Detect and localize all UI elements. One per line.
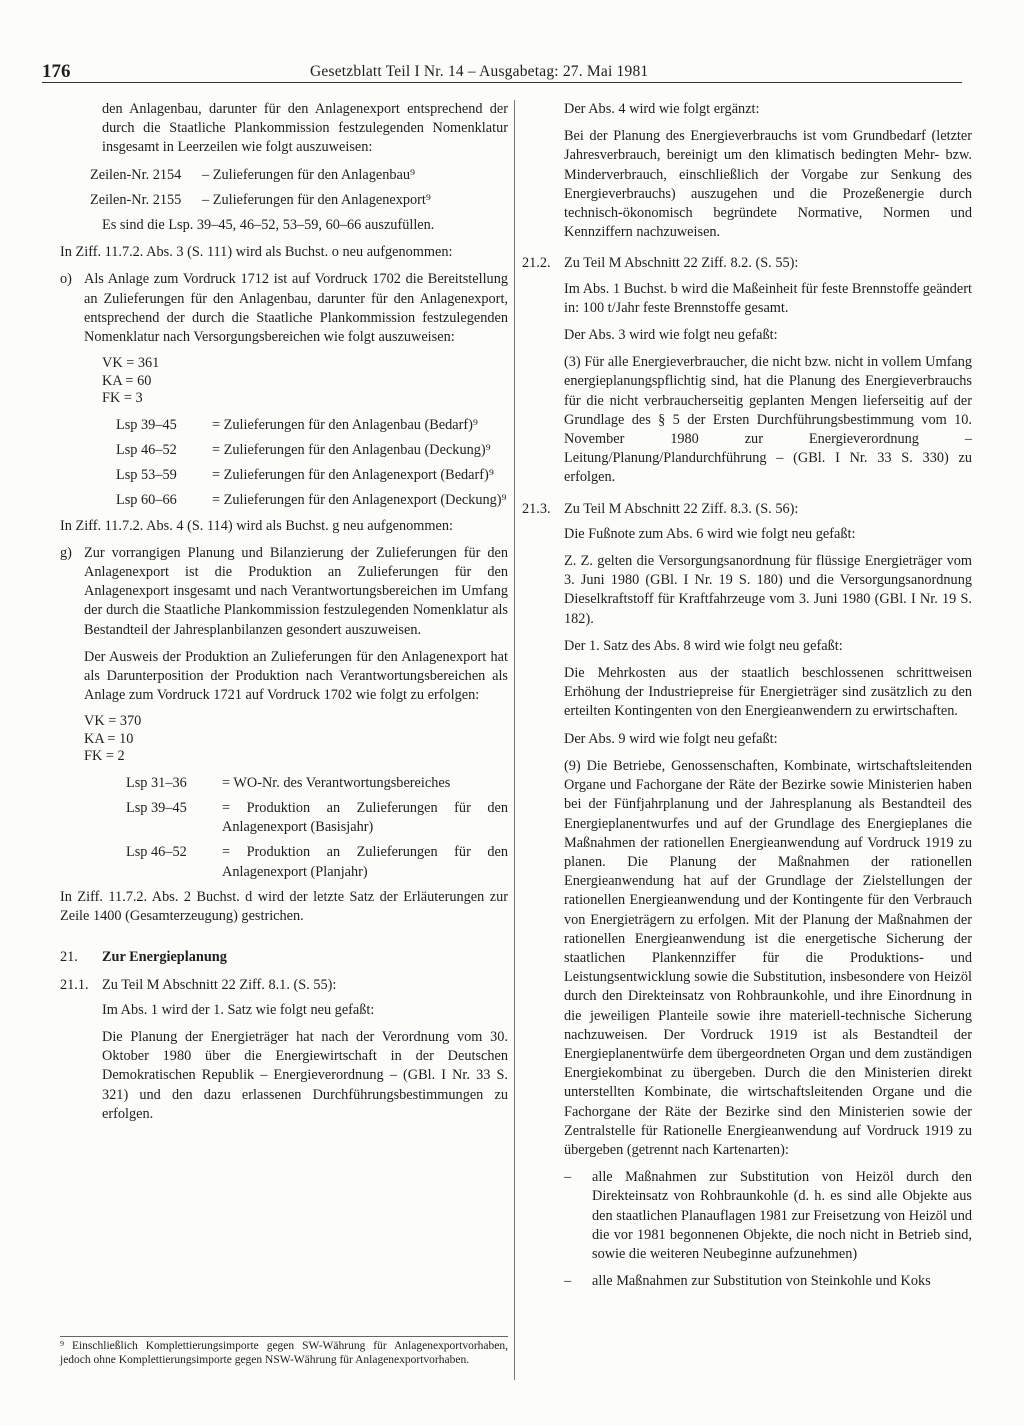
dash-label: – [564, 1169, 572, 1186]
paragraph: Die Fußnote zum Abs. 6 wird wie folgt neu gefaßt: [564, 525, 856, 542]
paragraph: Die Mehrkosten aus der staatlich beschlossenen schrittweisen Erhöhung der Industriepreise für Energieträger sind zusätzlich zu den erteilten Kontingenten von den Energieanwendern zu erwirtschaften. [564, 665, 972, 720]
footnote: ⁹ Einschließlich Komplettierungsimporte gegen SW-Währung für Anlagenexportvorhaben, jedoch ohne Komplettierungsimporte gegen NSW-Währung für Anlagenexportvorhaben. [60, 1336, 508, 1367]
list-text: Zur vorrangigen Planung und Bilanzierung der Zulieferungen für den Anlagenexport ist die Produktion an Zulieferungen für den Anlagenexport insgesamt und nach Verantwortungsbereichen im Umfang der durch die Staatliche Plankommission festzulegenden Nomenklatur als Bestandteil der Jahresplanbilanzen gesondert auszuweisen. [84, 544, 508, 638]
section-number: 21. [60, 949, 78, 966]
dash-item [564, 1168, 972, 1264]
code-value: KA = 10 [84, 730, 134, 747]
list-text: Als Anlage zum Vordruck 1712 ist auf Vordruck 1702 die Bereitstellung an Zulieferungen für den Anlagenbau, darunter für den Anlagenexport, entsprechend der durch die Staatliche Plankommission festzulegenden Nomenklatur nach Versorgungsbereichen wie folgt auszuweisen: [84, 271, 508, 346]
lsp-row [116, 466, 508, 485]
lsp-row [126, 799, 508, 837]
lsp-key: Lsp 39–45 [116, 416, 177, 433]
zeile-key: Zeilen-Nr. 2154 [90, 166, 182, 183]
lsp-value: = Zulieferungen für den Anlagenbau (Deckung)⁹ [212, 441, 491, 458]
paragraph: Der Abs. 4 wird wie folgt ergänzt: [564, 101, 760, 117]
page-title: Gesetzblatt Teil I Nr. 14 – Ausgabetag: 27. Mai 1981 [310, 63, 649, 80]
section-heading [60, 948, 508, 967]
paragraph: Der Abs. 3 wird wie folgt neu gefaßt: [564, 327, 778, 344]
paragraph: Die Planung der Energieträger hat nach der Verordnung vom 30. Oktober 1980 über die Energiewirtschaft in der Deutschen Demokratischen Republik – Energieverordnung – (GBl. I Nr. 33 S. 321) und den dazu erlassenen Durchführungsbestimmungen zu erfolgen. [102, 1028, 508, 1122]
lsp-row [116, 491, 508, 510]
lsp-row [126, 843, 508, 881]
lsp-row [126, 774, 508, 793]
lsp-key: Lsp 31–36 [126, 774, 187, 791]
code-value: KA = 60 [102, 372, 152, 389]
subsection-heading [522, 254, 972, 273]
lsp-value: = Zulieferungen für den Anlagenexport (Bedarf)⁹ [212, 467, 494, 484]
paragraph: den Anlagenbau, darunter für den Anlagenexport entsprechend der durch die Staatliche Plankommission festzulegenden Nomenklatur insgesamt in Leerzeilen wie folgt auszuweisen: [102, 101, 508, 156]
subsection-text: Zu Teil M Abschnitt 22 Ziff. 8.3. (S. 56): [564, 500, 799, 517]
subsection-number: 21.1. [60, 976, 89, 993]
paragraph: Es sind die Lsp. 39–45, 46–52, 53–59, 60–66 auszufüllen. [102, 217, 435, 234]
zeile-row [90, 166, 508, 185]
lsp-value: = Zulieferungen für den Anlagenbau (Bedarf)⁹ [212, 416, 478, 433]
code-value: FK = 3 [102, 390, 143, 407]
page-number: 176 [42, 61, 71, 82]
paragraph: Z. Z. gelten die Versorgungsanordnung für flüssige Energieträger vom 3. Juni 1980 (GBl. I Nr. 19 S. 180) und die Versorgungsanordnung Dieselkraftstoff für Kraftfahrzeuge vom 3. Juni 1980 (GBl. I Nr. 19 S. 182). [564, 553, 972, 627]
list-item-o [60, 270, 508, 347]
lsp-key: Lsp 53–59 [116, 467, 177, 484]
subsection-text: Zu Teil M Abschnitt 22 Ziff. 8.2. (S. 55): [564, 255, 799, 272]
lsp-key: Lsp 60–66 [116, 492, 177, 509]
lsp-key: Lsp 46–52 [116, 441, 177, 458]
zeile-row [90, 191, 508, 210]
column-divider [514, 100, 515, 1380]
header-rule [42, 82, 962, 83]
paragraph: In Ziff. 11.7.2. Abs. 4 (S. 114) wird als Buchst. g neu aufgenommen: [60, 517, 453, 534]
page-header [42, 48, 962, 88]
subsection-heading [60, 976, 508, 995]
paragraph: Bei der Planung des Energieverbrauchs ist vom Grundbedarf (letzter Jahresverbrauch, bereinigt um den klimatisch bedingten Mehr- bzw. Minderverbrauch, einschließlich der Vorgabe zur Senkung des Energieverbrauchs) auszugehen und die Prozeßenergie durch technisch-ökonomisch begründete Normative, Normen und Kennziffern nachzuweisen. [564, 128, 972, 241]
paragraph: In Ziff. 11.7.2. Abs. 3 (S. 111) wird als Buchst. o neu aufgenommen: [60, 244, 453, 261]
zeile-value: – Zulieferungen für den Anlagenbau⁹ [202, 166, 416, 183]
lsp-value: = Produktion an Zulieferungen für den Anlagenexport (Basisjahr) [222, 800, 508, 836]
paragraph: (3) Für alle Energieverbraucher, die nicht bzw. nicht in vollem Umfang energieplanungspflichtig sind, hat die Planung des Energieverbrauchs für die nicht verbraucherseitig geplanten Mengen lieferseitig auf der Grundlage des § 5 der Ersten Durchführungsbestimmung vom 10. November 1980 zur Energieverordnung – Leitung/Planung/Plandurchführung – (GBl. I Nr. 33 S. 330) zu erfolgen. [564, 354, 972, 486]
left-column [60, 100, 508, 1132]
lsp-value: = WO-Nr. des Verantwortungsbereiches [222, 774, 451, 791]
lsp-row [116, 441, 508, 460]
lsp-value: = Zulieferungen für den Anlagenexport (Deckung)⁹ [212, 492, 507, 509]
code-value: FK = 2 [84, 748, 125, 765]
lsp-key: Lsp 39–45 [126, 800, 187, 817]
dash-text: alle Maßnahmen zur Substitution von Steinkohle und Koks [592, 1273, 931, 1290]
list-label: g) [60, 544, 72, 561]
lsp-key: Lsp 46–52 [126, 844, 187, 861]
paragraph: Der 1. Satz des Abs. 8 wird wie folgt neu gefaßt: [564, 637, 843, 654]
paragraph: Im Abs. 1 Buchst. b wird die Maßeinheit für feste Brennstoffe geändert in: 100 t/Jahr feste Brennstoffe gesamt. [564, 280, 972, 316]
paragraph: Der Ausweis der Produktion an Zulieferungen für den Anlagenexport hat als Darunterposition der Produktion nach Verantwortungsbereichen als Anlage zum Vordruck 1721 auf Vordruck 1702 wie folgt zu erfolgen: [84, 648, 508, 704]
dash-label: – [564, 1273, 572, 1290]
dash-item [564, 1272, 972, 1291]
paragraph: Im Abs. 1 wird der 1. Satz wie folgt neu gefaßt: [102, 1001, 375, 1018]
right-column [522, 100, 972, 1299]
zeile-key: Zeilen-Nr. 2155 [90, 191, 182, 208]
code-value: VK = 370 [84, 713, 142, 730]
dash-text: alle Maßnahmen zur Substitution von Heizöl durch den Direkteinsatz von Rohbraunkohle (d. h. es sind alle Objekte aus den staatlichen Planauflagen 1981 zur Freisetzung von Heizöl und die vor 1981 begonnenen Objekte, die noch nicht in Betrieb sind, sowie die weiteren Neubeginne aufzunehmen) [592, 1169, 972, 1262]
code-value: VK = 361 [102, 355, 160, 372]
list-item-g [60, 544, 508, 640]
paragraph: Der Abs. 9 wird wie folgt neu gefaßt: [564, 730, 778, 747]
subsection-number: 21.2. [522, 255, 551, 272]
zeile-value: – Zulieferungen für den Anlagenexport⁹ [202, 191, 431, 208]
subsection-number: 21.3. [522, 500, 551, 517]
list-label: o) [60, 271, 72, 288]
paragraph: In Ziff. 11.7.2. Abs. 2 Buchst. d wird der letzte Satz der Erläuterungen zur Zeile 1400 (Gesamterzeugung) gestrichen. [60, 888, 508, 925]
lsp-value: = Produktion an Zulieferungen für den Anlagenexport (Planjahr) [222, 844, 508, 880]
subsection-text: Zu Teil M Abschnitt 22 Ziff. 8.1. (S. 55): [102, 976, 337, 993]
paragraph: (9) Die Betriebe, Genossenschaften, Kombinate, wirtschaftsleitenden Organe und Fachorgane der Räte der Bezirke sowie Ministerien haben bei der Fünfjahrplanung und der Jahresplanung als Bestandteil des Energieplanentwurfes und auf der Grundlage des Energieplanes die Maßnahmen der rationellen Energieanwendung auf Vordruck 1919 zu planen. Die Planung der Maßnahmen der rationellen Energieanwendung hat auf der Grundlage der Zielstellungen der rationellen Energieanwendung und der Kontingente für den Verbrauch von Energieträgern zu erfolgen. Mit der Planung der Maßnahmen der rationellen Energieanwendung ist die energetische Sicherung der staatlichen Plankennziffer für die Produktions- und Leistungsentwicklung sowie die Substitution, insbesondere von Heizöl durch den Direkteinsatz von Rohbraunkohle, und ihre Einordnung in die jeweiligen Planteile sowie ihre materiell-technische Sicherung nachzuweisen. Der Vordruck 1919 ist als Bestandteil der Energieplanentwürfe dem übergeordneten Organ und dem zuständigen Energiekombinat zu übergeben. Durch die den Ministerien direkt unterstellten Kombinate, die wirtschaftsleitenden Organe und die Fachorgane der Räte der Bezirke sind den Ministerien sowie der Zentralstelle für Rationelle Energieanwendung auf Vordruck 1919 zu übergeben (getrennt nach Kartenarten): [564, 757, 972, 1158]
lsp-row [116, 416, 508, 435]
subsection-heading [522, 500, 972, 519]
section-title: Zur Energieplanung [102, 949, 227, 966]
